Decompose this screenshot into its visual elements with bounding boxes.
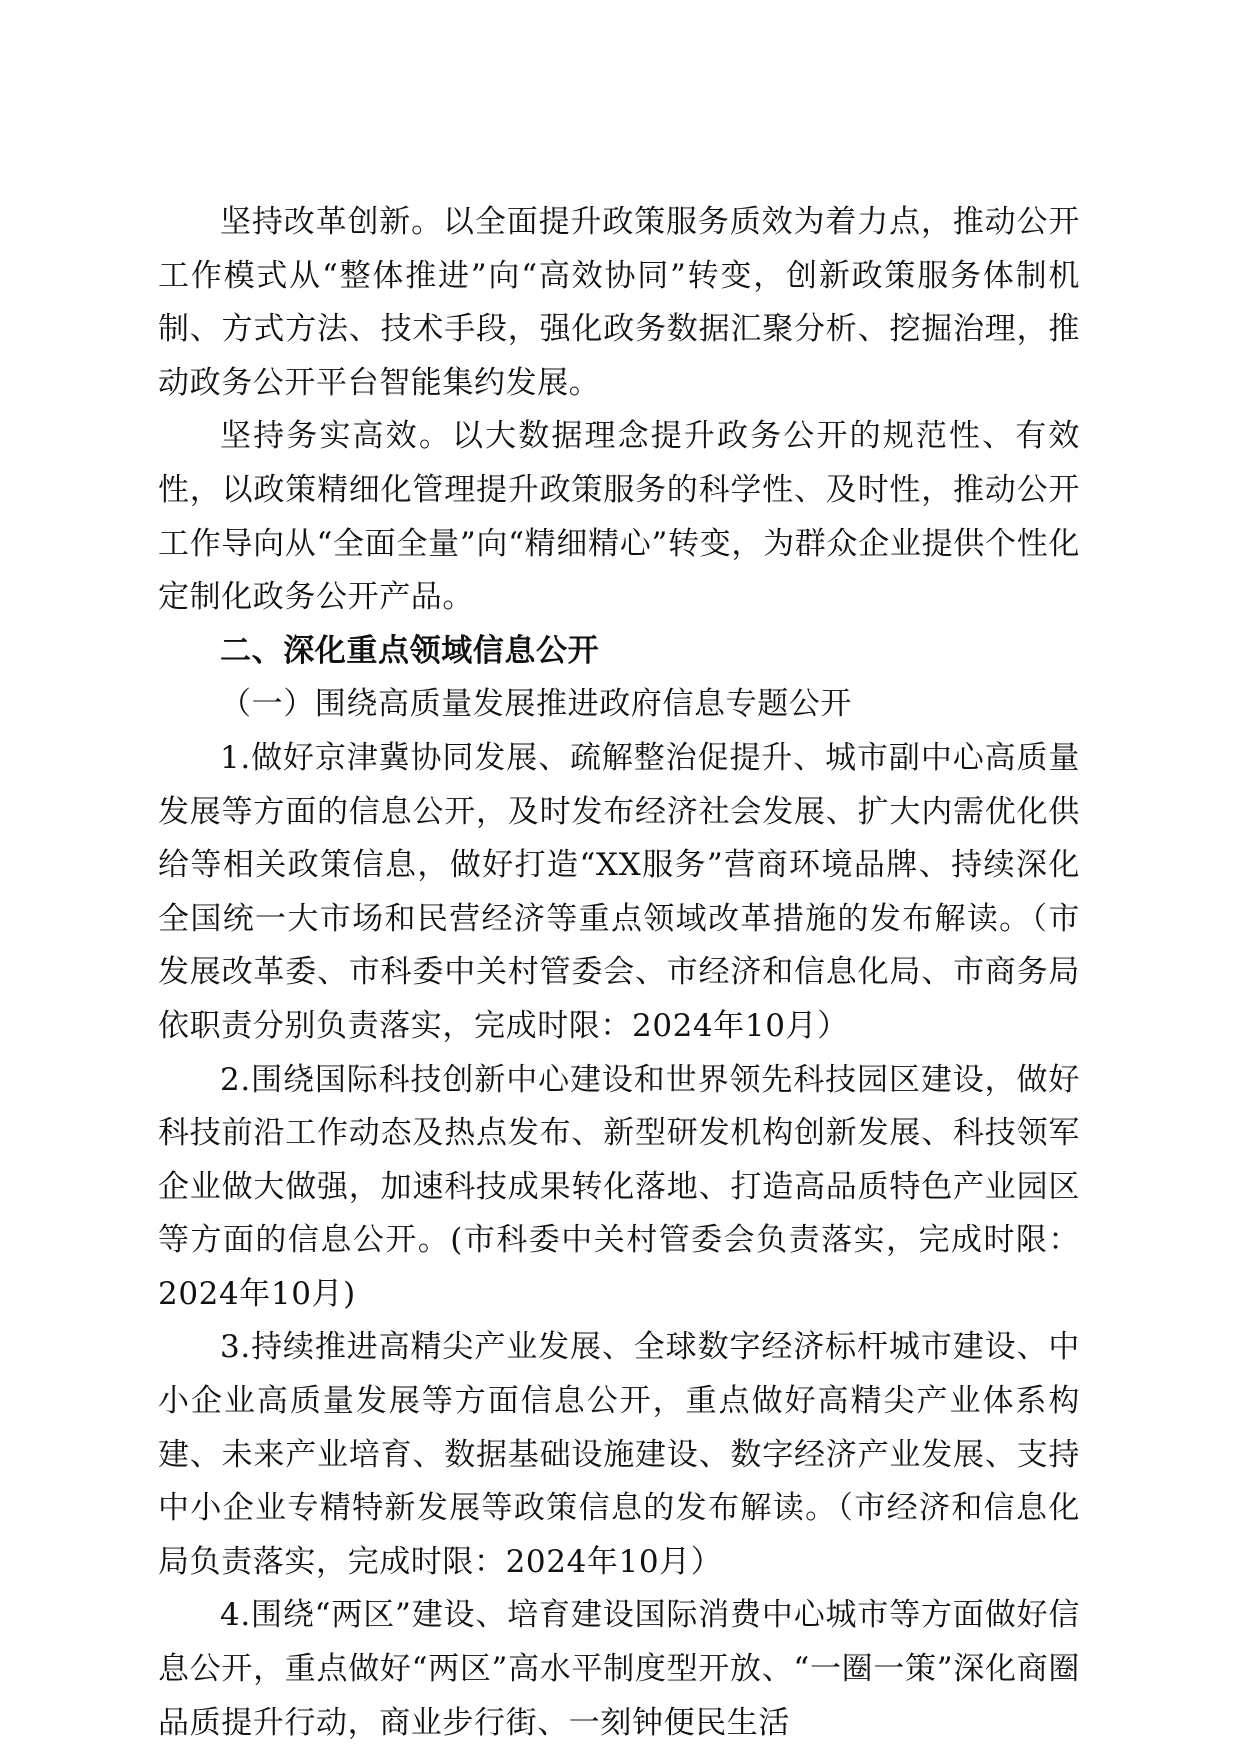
paragraph-pragmatic-efficiency: 坚持务实高效。以大数据理念提升政务公开的规范性、有效性，以政策精细化管理提升政策服务的科学性、及时性，推动公开工作导向从“全面全量”向“精细精心”转变，为群众企业提供个性化定制化政务公开产品。 [158,418,1080,616]
section-heading: 二、深化重点领域信息公开 [220,632,600,669]
document-page [158,196,1080,1750]
list-item-1: 1.做好京津冀协同发展、疏解整治促提升、城市副中心高质量发展等方面的信息公开，及时发布经济社会发展、扩大内需优化供给等相关政策信息，做好打造“XX服务”营商环境品牌、持续深化全国统一大市场和民营经济等重点领域改革措施的发布解读。（市发展改革委、市科委中关村管委会、市经济和信息化局、市商务局依职责分别负责落实，完成时限：2024年10月） [158,739,1080,1044]
paragraph-reform-innovation: 坚持改革创新。以全面提升政策服务质效为着力点，推动公开工作模式从“整体推进”向“高效协同”转变，创新政策服务体制机制、方式方法、技术手段，强化政务数据汇聚分析、挖掘治理，推动政务公开平台智能集约发展。 [158,204,1080,401]
list-item-3: 3.持续推进高精尖产业发展、全球数字经济标杆城市建设、中小企业高质量发展等方面信息公开，重点做好高精尖产业体系构建、未来产业培育、数据基础设施建设、数字经济产业发展、支持中小企业专精特新发展等政策信息的发布解读。（市经济和信息化局负责落实，完成时限：2024年10月） [158,1329,1080,1580]
subsection-heading: （一）围绕高质量发展推进政府信息专题公开 [220,686,852,723]
list-item-2: 2.围绕国际科技创新中心建设和世界领先科技园区建设，做好科技前沿工作动态及热点发布、新型研发机构创新发展、科技领军企业做大做强，加速科技成果转化落地、打造高品质特色产业园区等方面的信息公开。(市科委中关村管委会负责落实，完成时限：2024年10月) [158,1061,1080,1312]
list-item-4: 4.围绕“两区”建设、培育建设国际消费中心城市等方面做好信息公开，重点做好“两区”高水平制度型开放、“一圈一策”深化商圈品质提升行动，商业步行街、一刻钟便民生活 [158,1597,1080,1741]
